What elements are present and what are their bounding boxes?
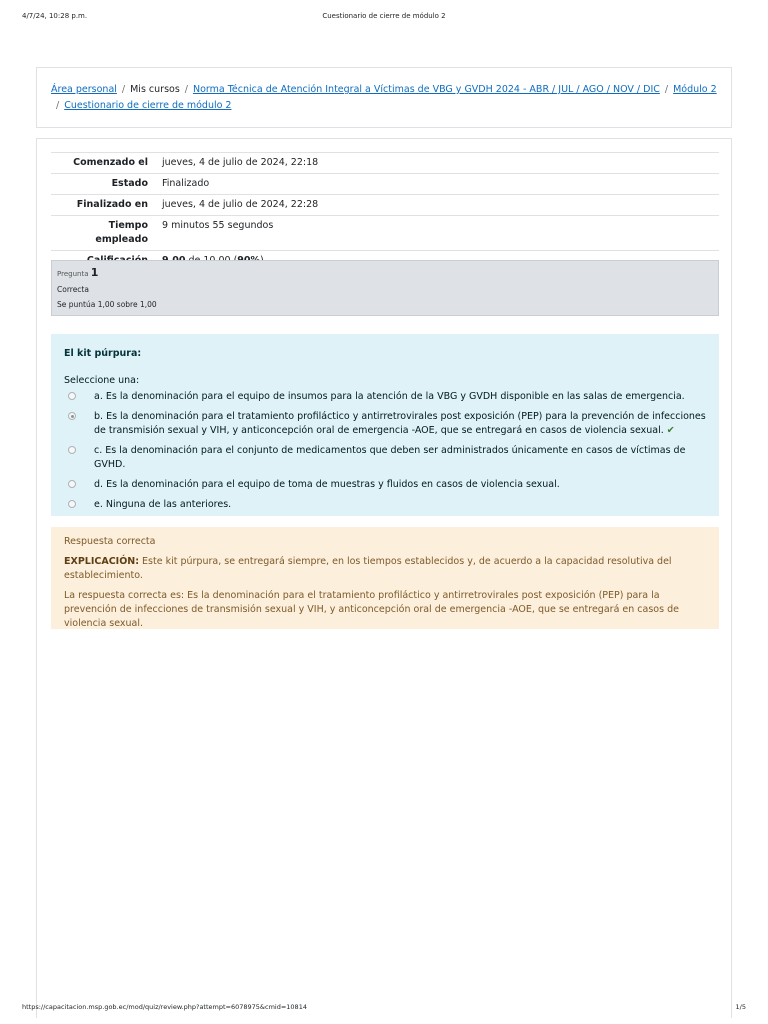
question-label: Pregunta (57, 270, 89, 278)
answer-option-d-text: d. Es la denominación para el equipo de toma de muestras y fluidos en casos de violencia sexual. (94, 479, 560, 490)
started-label: Comenzado el (51, 153, 157, 174)
question-status: Correcta (57, 285, 89, 294)
table-row (51, 174, 719, 195)
state-label: Estado (51, 174, 157, 195)
attempt-summary-table (51, 152, 719, 272)
breadcrumb-quiz-link[interactable]: Cuestionario de cierre de módulo 2 (64, 99, 232, 111)
explanation-label: EXPLICACIÓN: (64, 556, 140, 567)
table-row (51, 195, 719, 216)
question-number-value: 1 (90, 266, 99, 279)
question-stem: El kit púrpura: (64, 348, 142, 359)
feedback-result: Respuesta correcta (64, 536, 156, 547)
breadcrumb-separator: / (664, 84, 669, 95)
print-page-number: 1/5 (735, 1003, 746, 1011)
print-url: https://capacitacion.msp.gob.ec/mod/quiz/review.php?attempt=6078975&cmid=10814 (22, 1003, 307, 1011)
radio-c[interactable] (68, 446, 76, 454)
breadcrumb (36, 67, 732, 128)
answer-option-b[interactable] (64, 410, 706, 438)
answer-option-e[interactable] (64, 498, 706, 512)
answer-option-d[interactable] (64, 478, 706, 492)
finished-label: Finalizado en (51, 195, 157, 216)
check-icon: ✔ (666, 425, 675, 436)
table-row (51, 216, 719, 251)
table-row (51, 153, 719, 174)
print-header (0, 12, 768, 24)
breadcrumb-separator: / (184, 84, 188, 95)
breadcrumb-separator: / (56, 99, 60, 111)
state-value: Finalizado (157, 174, 719, 195)
answer-option-e-text: e. Ninguna de las anteriores. (94, 499, 232, 510)
answer-option-a[interactable] (64, 390, 706, 404)
radio-e[interactable] (68, 500, 76, 508)
feedback-explanation (64, 555, 706, 583)
time-label (51, 216, 157, 251)
finished-value: jueves, 4 de julio de 2024, 22:28 (157, 195, 719, 216)
question-number (57, 265, 713, 282)
answer-option-a-text: a. Es la denominación para el equipo de insumos para la atención de la VBG y GVDH disponible en las salas de emergencia. (94, 391, 685, 402)
started-value: jueves, 4 de julio de 2024, 22:18 (157, 153, 719, 174)
answer-option-c[interactable] (64, 444, 706, 472)
radio-d[interactable] (68, 480, 76, 488)
question-info (51, 260, 719, 316)
print-date: 4/7/24, 10:28 p.m. (22, 12, 88, 20)
breadcrumb-module-link[interactable]: Módulo 2 (673, 84, 717, 95)
answer-option-c-text: c. Es la denominación para el conjunto de medicamentos que deben ser administrados únicamente en casos de víctimas de GVHD. (94, 445, 686, 470)
breadcrumb-course-link[interactable]: Norma Técnica de Atención Integral a Víctimas de VBG y GVDH 2024 - ABR / JUL / AGO / NOV / DIC (192, 84, 660, 95)
question-content (51, 334, 719, 516)
time-label-line2: empleado (95, 234, 148, 245)
feedback-correct-answer: La respuesta correcta es: Es la denominación para el tratamiento profiláctico y antirretrovirales post exposición (PEP) para la prevención de infecciones de transmisión sexual y VIH, y anticoncepción oral de emergencia -AOE, que se entregará en casos de violencia sexual. (64, 590, 679, 629)
breadcrumb-home-link[interactable]: Área personal (51, 84, 117, 95)
question-marks: Se puntúa 1,00 sobre 1,00 (57, 300, 157, 309)
radio-b-selected[interactable] (68, 412, 76, 420)
explanation-text: Este kit púrpura, se entregará siempre, en los tiempos establecidos y, de acuerdo a la capacidad resolutiva del establecimiento. (64, 556, 672, 581)
answer-option-b-text: b. Es la denominación para el tratamiento profiláctico y antirretrovirales post exposición (PEP) para la prevención de infecciones de transmisión sexual y VIH, y anticoncepción oral de emergencia -AOE, que se entregará en casos de violencia sexual. (94, 411, 706, 436)
print-title: Cuestionario de cierre de módulo 2 (322, 12, 446, 20)
time-label-line1: Tiempo (108, 220, 148, 231)
radio-a[interactable] (68, 392, 76, 400)
feedback-box (51, 527, 719, 629)
breadcrumb-separator: / (121, 84, 126, 95)
breadcrumb-courses: Mis cursos (130, 84, 180, 95)
answer-prompt: Seleccione una: (64, 375, 140, 386)
time-value: 9 minutos 55 segundos (157, 216, 719, 251)
